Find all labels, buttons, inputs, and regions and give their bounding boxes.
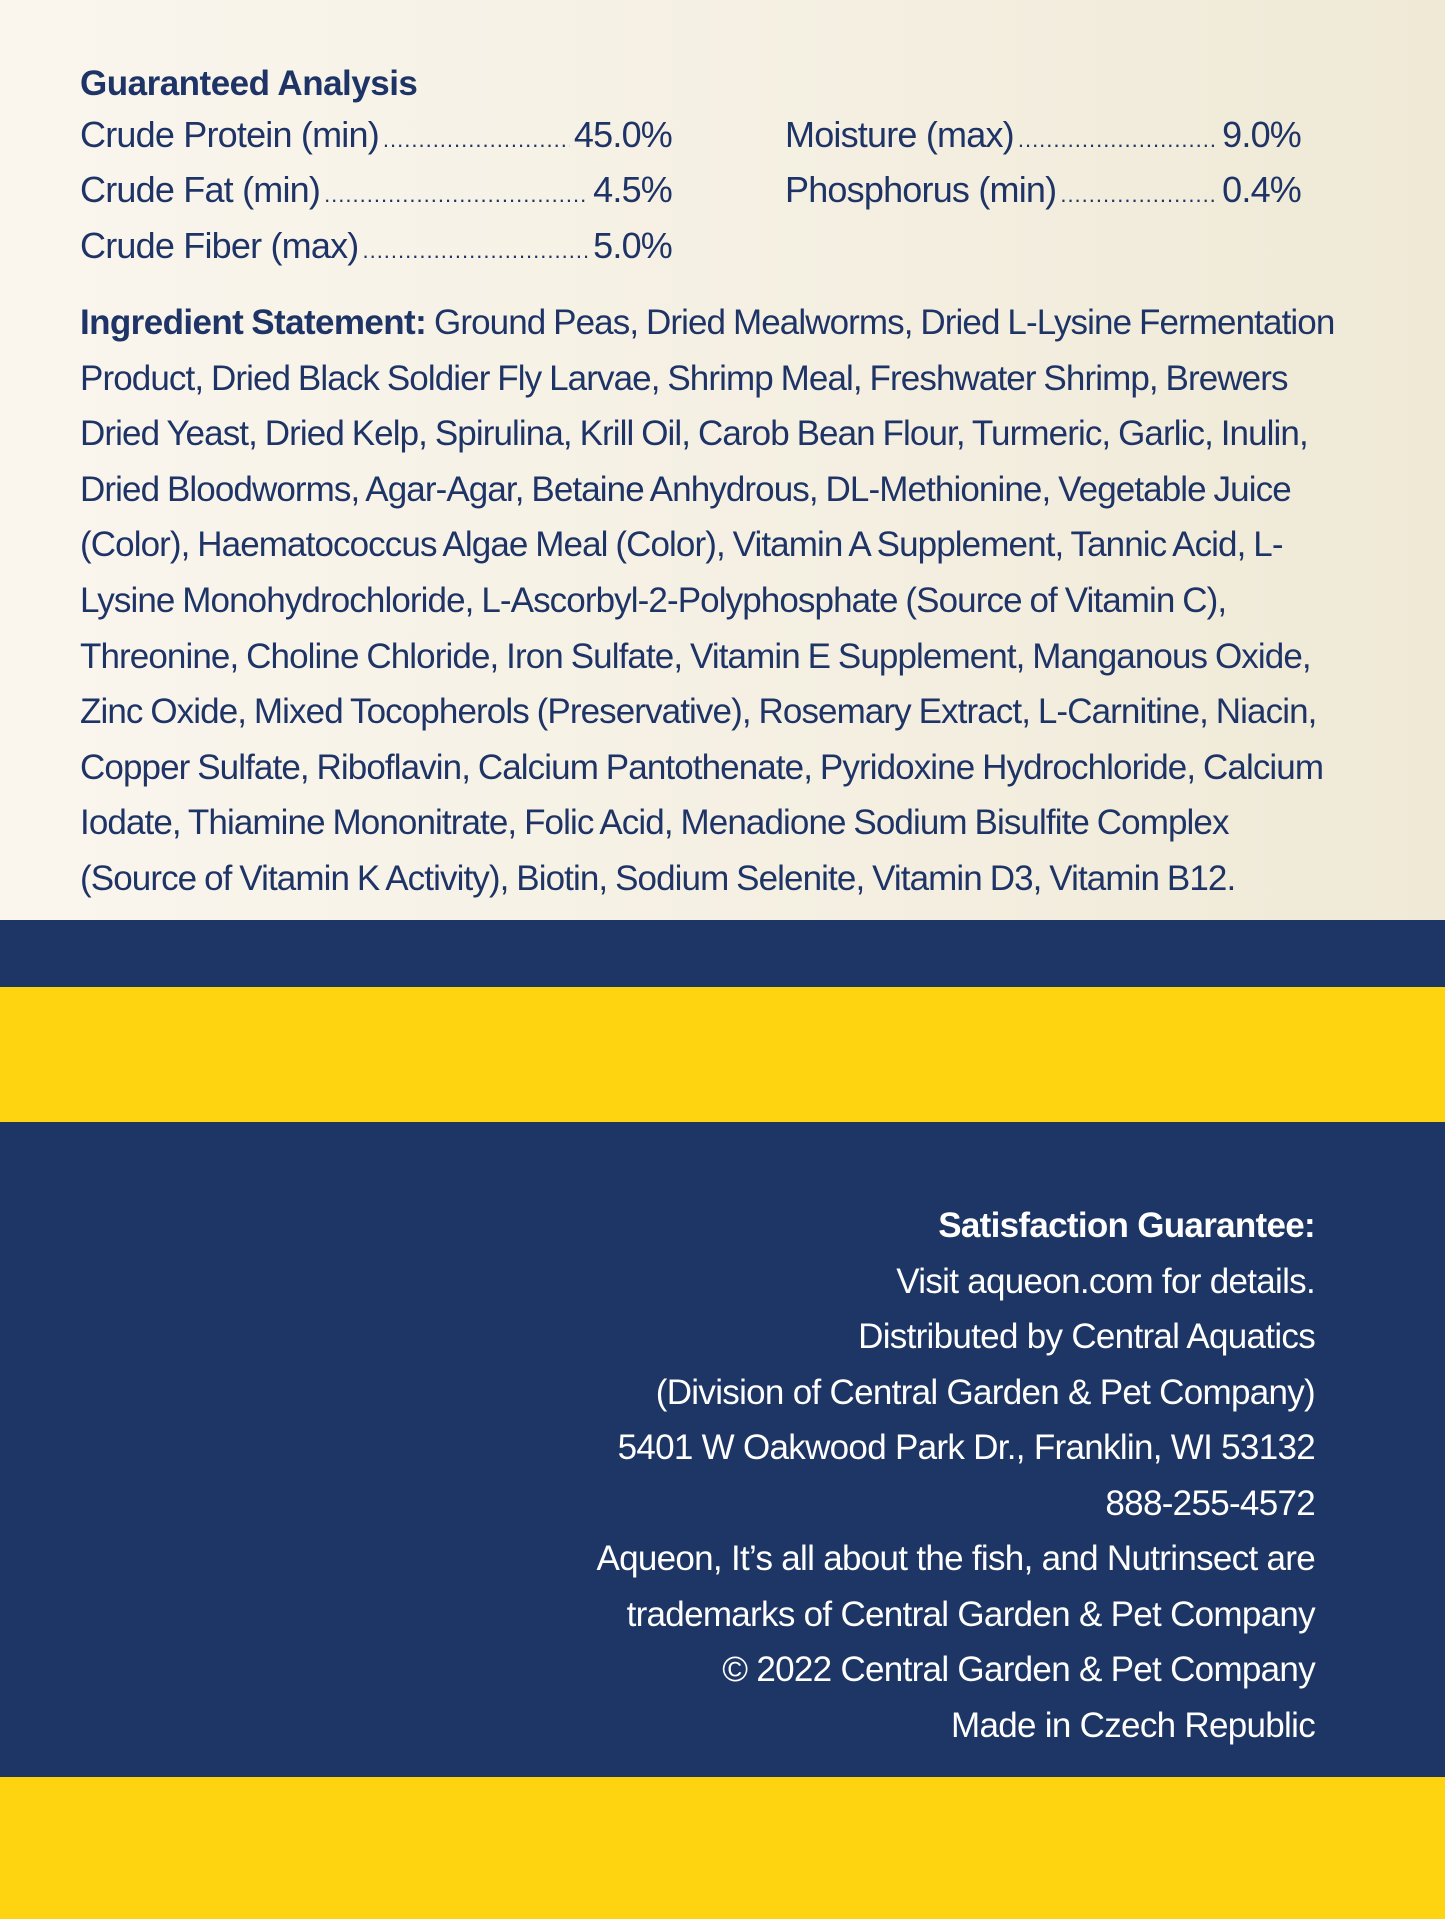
satisfaction-guarantee-title: Satisfaction Guarantee: bbox=[938, 1206, 1315, 1245]
guarantee-line-origin: Made in Czech Republic bbox=[951, 1705, 1315, 1745]
yellow-stripe-bottom bbox=[0, 1777, 1445, 1919]
navy-stripe-top bbox=[0, 920, 1445, 987]
dot-leader bbox=[324, 173, 589, 217]
dot-leader bbox=[383, 118, 570, 162]
dot-leader bbox=[362, 229, 589, 273]
analysis-label: Crude Fiber (max) bbox=[80, 225, 359, 266]
analysis-row-phosphorus bbox=[785, 168, 1301, 217]
yellow-stripe-top bbox=[0, 987, 1445, 1122]
guarantee-line-phone: 888-255-4572 bbox=[1105, 1483, 1315, 1523]
analysis-label: Moisture (max) bbox=[785, 114, 1014, 155]
ingredient-statement bbox=[80, 295, 1340, 907]
analysis-row-crude-fat bbox=[80, 168, 672, 217]
dot-leader bbox=[1060, 173, 1218, 217]
dot-leader bbox=[1018, 118, 1218, 162]
guarantee-line-division: (Division of Central Garden & Pet Company) bbox=[655, 1372, 1315, 1412]
analysis-row-crude-protein bbox=[80, 113, 672, 162]
guarantee-line-trademark-1: Aqueon, It’s all about the fish, and Nutrinsect are bbox=[596, 1539, 1315, 1578]
analysis-value: 4.5% bbox=[593, 169, 672, 210]
analysis-value: 0.4% bbox=[1222, 169, 1301, 210]
analysis-row-moisture bbox=[785, 113, 1301, 162]
analysis-value: 9.0% bbox=[1222, 114, 1301, 155]
analysis-label: Crude Protein (min) bbox=[80, 114, 379, 155]
analysis-value: 5.0% bbox=[593, 225, 672, 266]
guarantee-line-website: Visit aqueon.com for details. bbox=[896, 1261, 1315, 1301]
guarantee-line-copyright: © 2022 Central Garden & Pet Company bbox=[722, 1650, 1315, 1689]
guarantee-line-distributor: Distributed by Central Aquatics bbox=[858, 1317, 1315, 1356]
satisfaction-guarantee-block bbox=[315, 1198, 1315, 1753]
guarantee-line-address: 5401 W Oakwood Park Dr., Franklin, WI 53132 bbox=[617, 1428, 1315, 1467]
analysis-label: Crude Fat (min) bbox=[80, 169, 321, 210]
ingredient-statement-label: Ingredient Statement: bbox=[80, 303, 427, 342]
guarantee-line-trademark-2: trademarks of Central Garden & Pet Company bbox=[626, 1594, 1315, 1634]
analysis-row-crude-fiber bbox=[80, 224, 672, 273]
analysis-label: Phosphorus (min) bbox=[785, 169, 1057, 210]
analysis-value: 45.0% bbox=[573, 114, 672, 155]
guaranteed-analysis-title: Guaranteed Analysis bbox=[80, 64, 418, 103]
ingredient-list: Ground Peas, Dried Mealworms, Dried L-Lysine Fermentation Product, Dried Black Soldier Fly Larvae, Shrimp Meal, Freshwater Shrimp, Brewers Dried Yeast, Dried Kelp, Spirulina, Krill Oil, Carob Bean Flour, Turmeric, Garlic, Inulin, Dried Bloodworms, Agar-Agar, Betaine Anhydrous, DL-Methionine, Vegetable Juice (Color), Haematococcus Algae Meal (Color), Vitamin A Supplement, Tannic Acid, L-Lysine Monohydrochloride, L-Ascorbyl-2-Polyphosphate (Source of Vitamin C), Threonine, Choline Chloride, Iron Sulfate, Vitamin E Supplement, Manganous Oxide, Zinc Oxide, Mixed Tocopherols (Preservative), Rosemary Extract, L-Carnitine, Niacin, Copper Sulfate, Riboflavin, Calcium Pantothenate, Pyridoxine Hydrochloride, Calcium Iodate, Thiamine Mononitrate, Folic Acid, Menadione Sodium Bisulfite Complex (Source of Vitamin K Activity), Biotin, Sodium Selenite, Vitamin D3, Vitamin B12. bbox=[80, 303, 1335, 898]
